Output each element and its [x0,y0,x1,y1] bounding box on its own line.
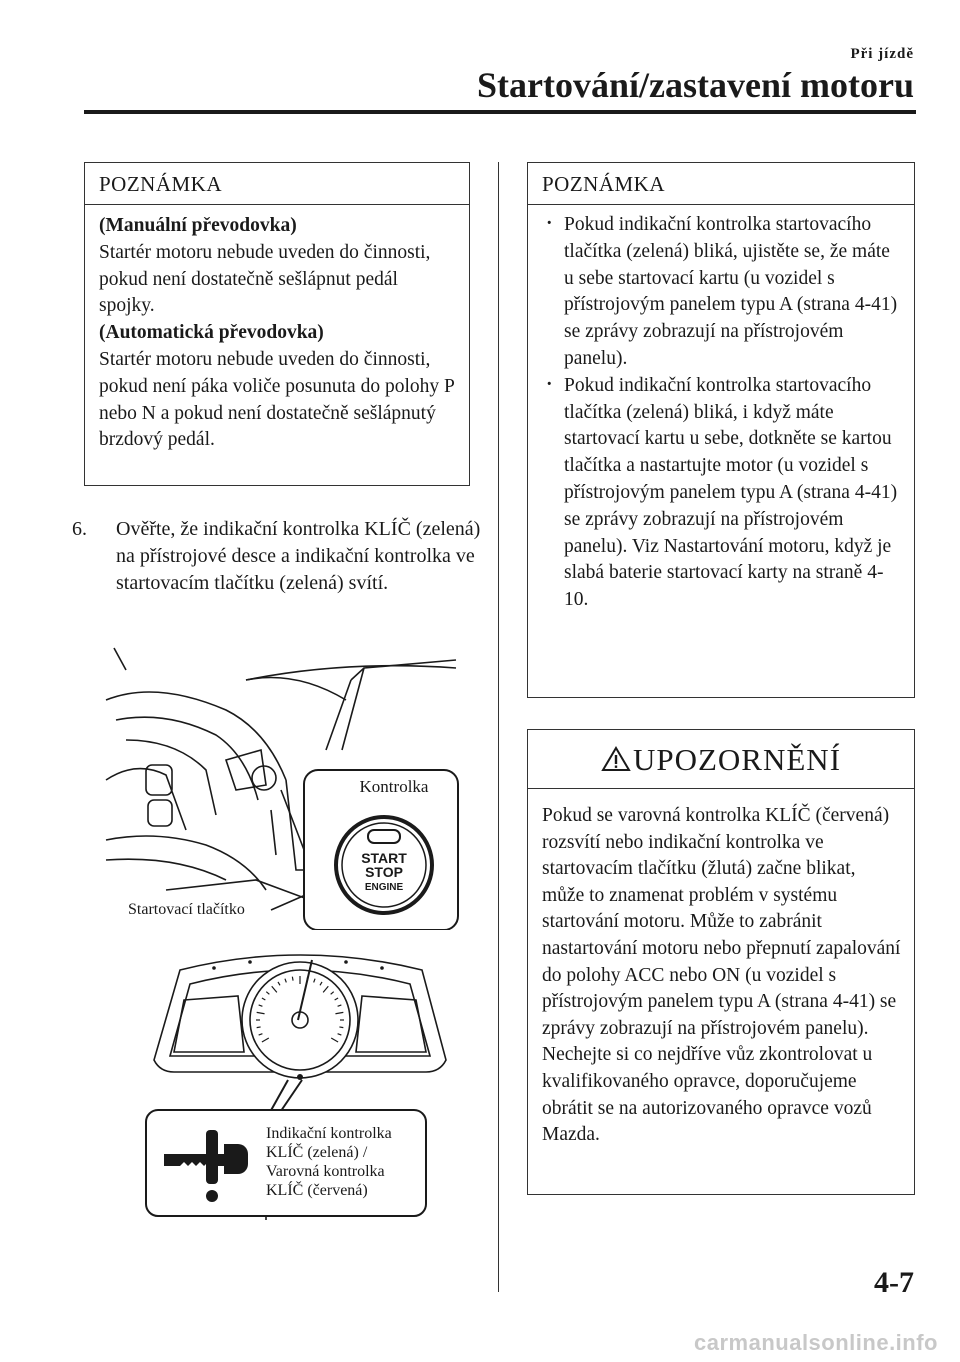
note-heading: POZNÁMKA [528,163,914,205]
start-button-figure [96,640,468,930]
column-divider [498,162,499,1292]
indicator-label-line-3: Varovná kontrolka [266,1163,385,1180]
note-body [85,205,469,464]
warning-triangle-icon [601,746,631,772]
gauge-tick [257,1027,261,1028]
warning-text: Pokud se varovná kontrolka KLÍČ (červená) rozsvítí nebo indikační kontrolka ve startovacím tlačítku (žlutá) začne blikat, může to znamenat problém v systému startování motoru. Může to zabránit nastartování motoru nebo přepnutí zapalování do polohy ACC nebo ON (u vozidel s přístrojovým panelem typu A (strana 4-41) se zprávy zobrazují na přístrojovém panelu). Nechejte si co nejdříve vůz zkontrolovat u kvalifikovaného opravce, doporučujeme obrátit se na autorizovaného opravce vozů Mazda. [542,805,901,1146]
section-title: Při jízdě [850,46,914,62]
warning-box [527,729,915,1195]
instrument-cluster-figure [140,940,460,1220]
kontrolka-label: Kontrolka [359,777,429,796]
note-box-right [527,162,915,698]
step-number: 6. [72,518,87,540]
watermark: carmanualsonline.info [694,1330,938,1355]
gauge-tick [339,1027,343,1028]
note-bullet-1: · Pokud indikační kontrolka startovacího tlačítka (zelená) bliká, ujistěte se, že máte u sebe startovací kartu (u vozidel s přístrojovým panelem typu A (strana 4-41) se zprávy zobrazují na přístrojovém panelu). [542,212,900,373]
note-heading: POZNÁMKA [85,163,469,205]
indicator-label-line-4: KLÍČ (červená) [266,1182,368,1199]
note-bullet-2: · Pokud indikační kontrolka startovacího tlačítka (zelená) bliká, i když máte startovací kartu u sebe, dotkněte se kartou tlačítka a nastartujte motor (u vozidel s přístrojovým panelem typu A (strana 4-41) se zprávy zobrazují na přístrojovém panelu). Viz Nastartování motoru, když je slabá baterie startovací karty na straně 4-10. [542,373,900,614]
gauge-tick [292,977,293,981]
gauge-tick [307,977,308,981]
step-text: Ověřte, že indikační kontrolka KLÍČ (zelená) na přístrojové desce a indikační kontrolka ve startovacím tlačítku (zelená) svítí. [116,518,481,594]
auto-text: Startér motoru nebude uveden do činnosti, pokud není páka voliče posunuta do polohy P nebo N a pokud není dostatečně sešlápnutý brzdový pedál. [99,348,455,451]
indicator-label-line-1: Indikační kontrolka [266,1125,392,1142]
warning-heading-row [528,730,914,789]
warning-heading: UPOZORNĚNÍ [632,742,842,777]
page-number: 4-7 [874,1266,914,1299]
start-button-label: Startovací tlačítko [128,901,245,918]
auto-heading: (Automatická převodovka) [99,322,324,344]
button-engine-text: ENGINE [364,882,404,893]
note-box-left [84,162,470,486]
page-title: Startování/zastavení motoru [477,65,914,105]
button-start-text: START [361,850,407,866]
header-rule [84,110,916,114]
note-body [528,205,914,624]
step-6 [72,516,482,596]
manual-text: Startér motoru nebude uveden do činnosti, pokud není dostatečně sešlápnut pedál spojky. [99,241,431,317]
indicator-label-line-2: KLÍČ (zelená) / [266,1144,368,1161]
button-stop-text: STOP [365,864,403,880]
manual-heading: (Manuální převodovka) [99,215,297,236]
